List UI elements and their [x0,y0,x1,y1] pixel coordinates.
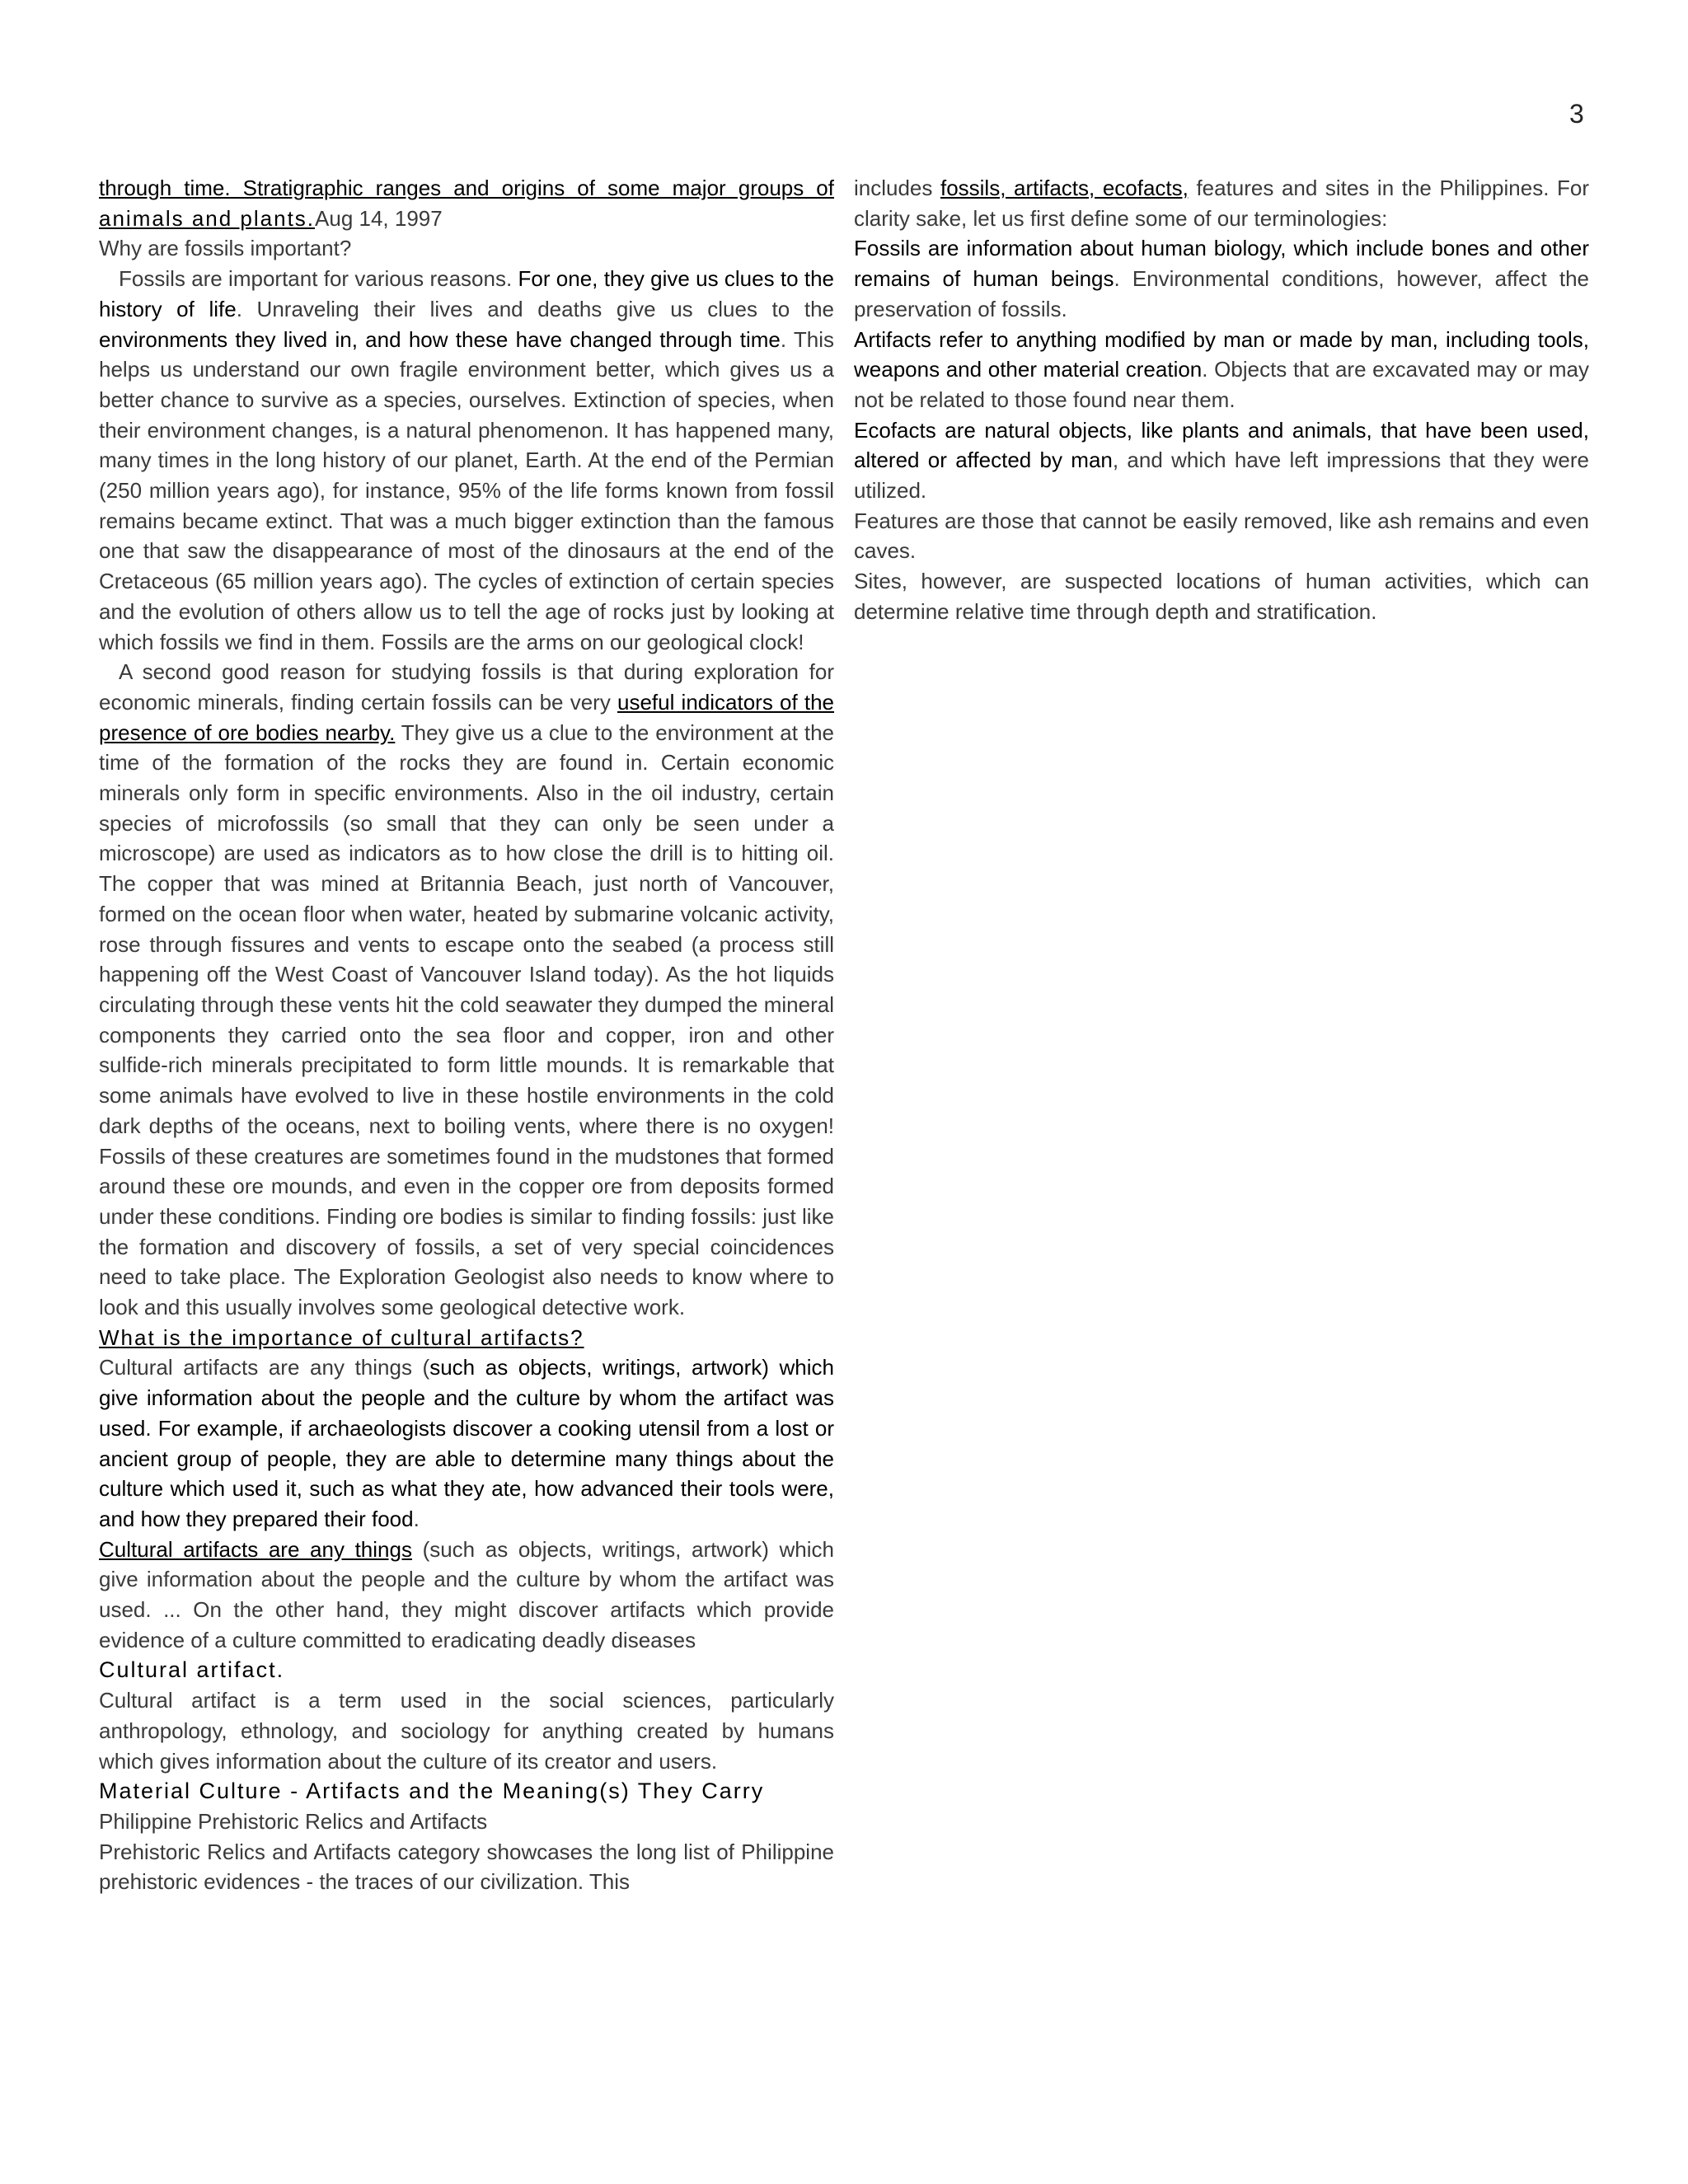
page-number: 3 [1569,99,1584,129]
cultural-artifacts-paragraph: Cultural artifacts are any things (such as objects, writings, artwork) which give information about the people and the culture by whom the artifact was used. For example, if archaeologists discover a cooking utensil from a lost or ancient group of people, they are able to determine many things about the culture which used it, such as what they ate, how advanced their tools were, and how they prepared their food. [99,1355,834,1531]
reference-title-link-2[interactable]: animals and plants. [99,205,316,231]
ore-bodies-link[interactable]: useful indicators of the presence of ore bodies nearby. [99,689,835,745]
artifacts-definition: Artifacts refer to anything modified by man or made by man, including tools, weapons and other material creation. Objects that are excavated may or may not be related to those found near them. [854,326,1589,412]
reference-paragraph [99,173,834,233]
heading-cultural-artifact: Cultural artifact. [99,1657,285,1683]
right-column [854,173,1589,627]
fossils-definition: Fossils are information about human biology, which include bones and other remains of human beings. Environmental conditions, however, affect the preservation of fossils. [854,236,1589,321]
features-definition: Features are those that cannot be easily removed, like ash remains and even caves. [854,508,1589,564]
exploration-paragraph: A second good reason for studying fossils is that during exploration for economic minerals, finding certain fossils can be very useful indicators of the presence of ore bodies nearby. They give us a clue to the environment at the time of the formation of the rocks they are found in. Certain economic minerals only form in specific environments. Also in the oil industry, certain species of microfossils (so small that they can only be seen under a microscope) are used as indicators as to how close the drill is to hitting oil. The copper that was mined at Britannia Beach, just north of Vancouver, formed on the ocean floor when water, heated by submarine volcanic activity, rose through fissures and vents to escape onto the seabed (a process still happening off the West Coast of Vancouver Island today). As the hot liquids circulating through these vents hit the cold seawater they dumped the mineral components they carried onto the sea floor and copper, iron and other sulfide-rich minerals precipitated to form little mounds. It is remarkable that some animals have evolved to live in these hostile environments in the cold dark depths of the oceans, next to boiling vents, where there is no oxygen! Fossils of these creatures are sometimes found in the mudstones that formed around these ore mounds, and even in the copper ore from deposits formed under these conditions. Finding ore bodies is similar to finding fossils: just like the formation and discovery of fossils, a set of very special coincidences need to take place. The Exploration Geologist also needs to know where to look and this usually involves some geological detective work. [99,659,835,1320]
heading-cultural-artifacts-importance[interactable]: What is the importance of cultural artifacts? [99,1324,584,1350]
ecofacts-definition: Ecofacts are natural objects, like plants and animals, that have been used, altered or affected by man, and which have left impressions that they were utilized. [854,417,1589,504]
question-fossils: Why are fossils important? [99,236,352,261]
fossils-paragraph: Fossils are important for various reasons. For one, they give us clues to the history of life. Unraveling their lives and deaths give us clues to the environments they lived in, and how these have changed through time. This helps us understand our own fragile environment better, which gives us a better chance to survive as a species, ourselves. Extinction of species, when their environment changes, is a natural phenomenon. It has happened many, many times in the long history of our planet, Earth. At the end of the Permian (250 million years ago), for instance, 95% of the life forms known from fossil remains became extinct. That was a much bigger extinction than the famous one that saw the disappearance of most of the dinosaurs at the end of the Cretaceous (65 million years ago). The cycles of extinction of certain species and the evolution of others allow us to tell the age of rocks just by looking at which fossils we find in them. Fossils are the arms on our geological clock! [99,266,834,654]
cultural-artifacts-link[interactable]: Cultural artifacts are any things [99,1536,412,1562]
left-column [99,173,834,1897]
reference-title-link[interactable]: through time. Stratigraphic ranges and origins of some major groups of [99,176,834,200]
prehistoric-relics-paragraph: Prehistoric Relics and Artifacts category showcases the long list of Philippine prehistoric evidences - the traces of our civilization. This [99,1839,834,1895]
includes-paragraph: includes fossils, artifacts, ecofacts, features and sites in the Philippines. For clarity sake, let us first define some of our terminologies: [854,176,1589,231]
sites-definition: Sites, however, are suspected locations of human activities, which can determine relative time through depth and stratification. [854,569,1589,624]
reference-date: Aug 14, 1997 [315,205,443,231]
cultural-artifacts-definition: Cultural artifacts are any things (such as objects, writings, artwork) which give information about the people and the culture by whom the artifact was used. ... On the other hand, they might discover artifacts which provide evidence of a culture committed to eradicating deadly diseases [99,1536,834,1652]
cultural-artifact-paragraph: Cultural artifact is a term used in the social sciences, particularly anthropology, ethnology, and sociology for anything created by humans which gives information about the culture of its creator and users. [99,1688,834,1774]
philippine-relics-line: Philippine Prehistoric Relics and Artifacts [99,1808,488,1834]
fossils-artifacts-ecofacts-link[interactable]: fossils, artifacts, ecofacts, [940,176,1189,200]
heading-material-culture: Material Culture - Artifacts and the Meaning(s) They Carry [99,1779,765,1804]
